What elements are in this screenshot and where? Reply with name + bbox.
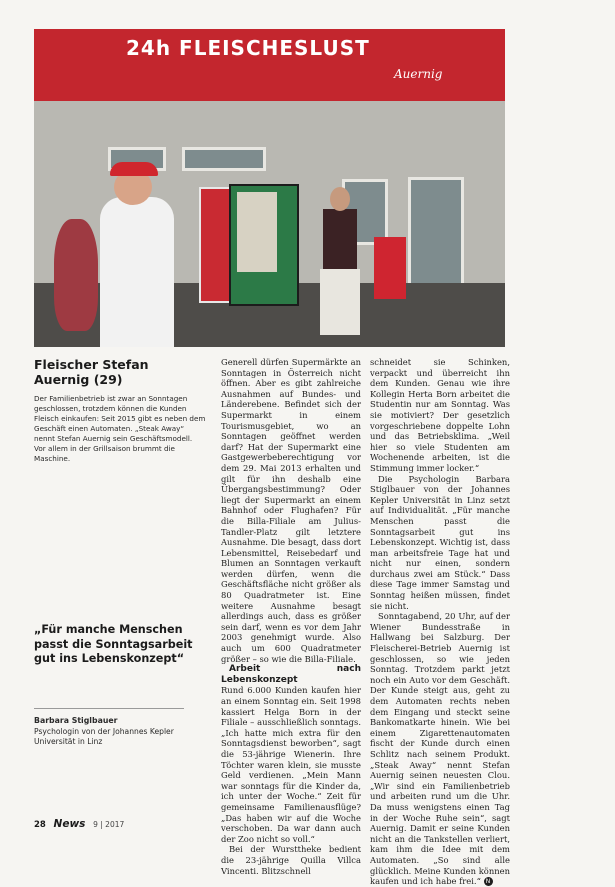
paragraph: schneidet sie Schinken, verpackt und überreicht ihn dem Kunden. Genau wie ihre Kollegin Herta Born arbeitet die Studentin nur am Sonntag. Was sie motiviert? Der gesetzlich vorgeschriebene doppelte Lohn und das Betriebsklima. „Weil hier so viele Studenten am Wochenende arbeiten, ist die Stimmung immer locker.“ bbox=[370, 357, 510, 473]
issue-number: 9 | 2017 bbox=[93, 820, 125, 829]
article-column-3 bbox=[370, 357, 510, 887]
meat-carcass bbox=[54, 219, 98, 331]
owner-figure bbox=[323, 209, 357, 271]
quote-divider bbox=[34, 708, 184, 709]
paragraph: Bei der Wursttheke bedient die 23-jährige Quilla Villca Vincenti. Blitzschnell bbox=[221, 844, 361, 876]
article-end-icon: N bbox=[484, 877, 493, 886]
owner-head bbox=[330, 187, 350, 211]
vending-door bbox=[199, 187, 231, 303]
article-column-2 bbox=[221, 357, 361, 876]
butcher-figure bbox=[100, 197, 174, 347]
page-footer bbox=[34, 818, 124, 830]
paragraph: Die Psychologin Barbara Stiglbauer von der Johannes Kepler Universität in Linz setzt auf Individualität. „Für manche Menschen passt die Sonntagsarbeit gut ins Lebenskonzept. Wichtig ist, dass man arbeitsfreie Tage hat und nicht nur einen, sondern durchaus zwei am Stück.“ Dass diese Tage immer Samstag und Sonntag heißen müssen, findet sie nicht. bbox=[370, 473, 510, 611]
paragraph: Generell dürfen Supermärkte an Sonntagen in Österreich nicht öffnen. Aber es gibt zahlreiche Ausnahmen auf Bundes- und Länderebene. Befindet sich der Supermarkt in einem Tourismusgebiet, wo an Sonntagen geöffnet werden darf? Hat der Supermarkt eine Gastgewerbeberechtigung vor dem 29. Mai 2013 erhalten und gilt für ihn deshalb eine Übergangsbestimmung? Oder liegt der Supermarkt an einem Bahnhof oder Flughafen? Für die Billa-Filiale am Julius-Tandler-Platz gilt letztere Ausnahme. Die besagt, dass dort Lebensmittel, Reisebedarf und Blumen an Sonntagen verkauft werden dürfen, wenn die Geschäftsfläche nicht größer als 80 Quadratmeter ist. Eine weitere Ausnahme besagt allerdings auch, dass es größer sein darf, wenn es vor dem Jahr 2003 genehmigt wurde. Also auch um 600 Quadratmeter größer – so wie die Billa-Filiale. bbox=[221, 357, 361, 664]
caption-title: Fleischer Stefan Auernig (29) bbox=[34, 357, 149, 387]
butcher-cap bbox=[110, 162, 158, 176]
vending-machine bbox=[229, 184, 299, 306]
owner-trousers bbox=[320, 269, 360, 335]
article-subhead: Arbeit nach Lebenskonzept bbox=[221, 664, 361, 685]
magazine-logo: News bbox=[53, 818, 86, 830]
quote-author: Barbara Stiglbauer bbox=[34, 716, 118, 725]
shop-sign-text: 24h FLEISCHESLUST bbox=[126, 36, 370, 60]
shop-sign-logo: Auernig bbox=[394, 67, 443, 81]
article-photo bbox=[34, 29, 505, 347]
pull-quote: „Für manche Menschen passt die Sonntagsarbeit gut ins Lebenskonzept“ bbox=[34, 623, 193, 665]
shop-window bbox=[182, 147, 266, 171]
paragraph: Rund 6.000 Kunden kaufen hier an einem Sonntag ein. Seit 1998 kassiert Helga Born in der Filiale – ausschließlich sonntags. „Ich hatte mich extra für den Sonntagsdienst beworben“, sagt die 53-jährige Wienerin. Ihre Töchter waren klein, sie musste Geld verdienen. „Mein Mann war sonntags für die Kinder da, ich unter der Woche.“ Zeit für gemeinsame Familienausflüge? „Das haben wir auf die Woche verschoben. Da war dann auch der Zoo nicht so voll.“ bbox=[221, 685, 361, 844]
red-crates bbox=[374, 237, 406, 299]
caption-body: Der Familienbetrieb ist zwar an Sonntagen geschlossen, trotzdem können die Kunden Fleisch einkaufen: Seit 2015 gibt es neben dem Geschäft einen Automaten. „Steak Away“ nennt Stefan Auernig sein Geschäftsmodell. Vor allem in der Grillsaison brummt die Maschine. bbox=[34, 394, 206, 463]
page-number: 28 bbox=[34, 820, 46, 830]
paragraph bbox=[370, 611, 510, 886]
shop-entrance bbox=[408, 177, 464, 293]
paragraph-text: Sonntagabend, 20 Uhr, auf der Wiener Bundesstraße in Hallwang bei Salzburg. Der Fleischerei-Betrieb Auernig ist geschlossen, so wie jeden Sonntag. Trotzdem parkt jetzt noch ein Auto vor dem Geschäft. Der Kunde steigt aus, geht zu dem Automaten rechts neben dem Eingang und steckt seine Bankomatkarte hinein. Wie bei einem Zigarettenautomaten fischt der Kunde durch einen Schlitz nach seinem Produkt. „Steak Away“ nennt Stefan Auernig seinen neuesten Clou. „Wir sind ein Familienbetrieb und arbeiten rund um die Uhr. Da muss wenigstens einen Tag in der Woche Ruhe sein“, sagt Auernig. Damit er seine Kunden nicht an die Tankstellen verliert, kam ihm die Idee mit dem Automaten. „So sind alle glücklich. Meine Kunden können kaufen und ich habe frei.“ bbox=[370, 611, 510, 887]
quote-author-role: Psychologin von der Johannes Kepler Universität in Linz bbox=[34, 727, 174, 746]
